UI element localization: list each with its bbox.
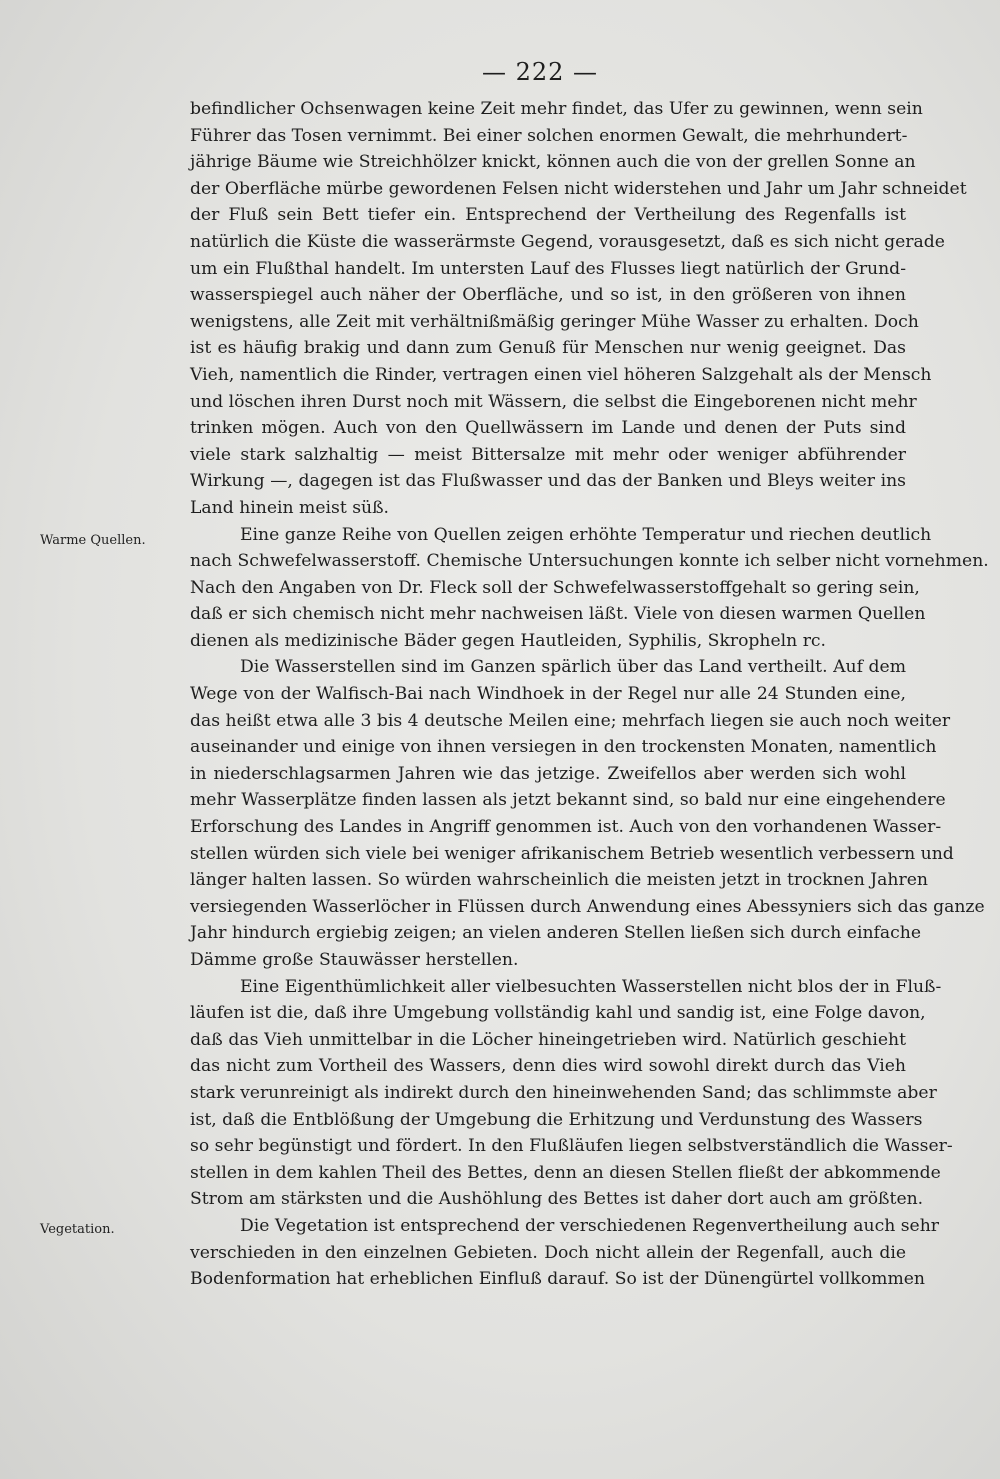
text-line: das nicht zum Vortheil des Wassers, denn dies wird sowohl direkt durch das Vieh <box>190 1056 906 1077</box>
text-line: versiegenden Wasserlöcher in Flüssen durch Anwendung eines Abessyniers sich das ganze <box>190 896 985 917</box>
text-line: Nach den Angaben von Dr. Fleck soll der Schwefelwasserstoffgehalt so gering sein, <box>190 577 920 598</box>
text-line: wenigstens, alle Zeit mit verhältnißmäßig geringer Mühe Wasser zu erhalten. Doch <box>190 311 919 332</box>
text-line: dienen als medizinische Bäder gegen Hautleiden, Syphilis, Skropheln rc. <box>190 630 826 651</box>
text-line: so sehr begünstigt und fördert. In den Flußläufen liegen selbstverständlich die Wasser- <box>190 1136 953 1157</box>
text-line: daß er sich chemisch nicht mehr nachweisen läßt. Viele von diesen warmen Quellen <box>190 604 926 625</box>
text-line: Bodenformation hat erheblichen Einfluß darauf. So ist der Dünengürtel vollkommen <box>190 1269 926 1290</box>
text-line: der Fluß sein Bett tiefer ein. Entsprechend der Vertheilung des Regenfalls ist <box>190 205 906 226</box>
text-line: Eine Eigenthümlichkeit aller vielbesuchten Wasserstellen nicht blos der in Fluß- <box>240 976 942 997</box>
text-line: befindlicher Ochsenwagen keine Zeit mehr findet, das Ufer zu gewinnen, wenn sein <box>190 99 923 119</box>
text-line: stellen in dem kahlen Theil des Bettes, denn an diesen Stellen fließt der abkommende <box>190 1162 941 1183</box>
text-line: wasserspiegel auch näher der Oberfläche, und so ist, in den größeren von ihnen <box>190 285 906 306</box>
text-line: Dämme große Stauwässer herstellen. <box>190 950 519 970</box>
text-line: ist, daß die Entblößung der Umgebung die Erhitzung und Verdunstung des Wassers <box>190 1109 923 1130</box>
text-line: trinken mögen. Auch von den Quellwässern im Lande und denen der Puts sind <box>190 418 906 439</box>
marginal-note-warme-quellen: Warme Quellen. <box>40 533 146 548</box>
text-line: der Oberfläche mürbe gewordenen Felsen nicht widerstehen und Jahr um Jahr schneidet <box>190 178 967 199</box>
text-line: läufen ist die, daß ihre Umgebung vollständig kahl und sandig ist, eine Folge davon, <box>190 1003 926 1024</box>
marginal-note-vegetation: Vegetation. <box>40 1222 115 1237</box>
text-line: in niederschlagsarmen Jahren wie das jetzige. Zweifellos aber werden sich wohl <box>190 763 906 784</box>
text-line: Führer das Tosen vernimmt. Bei einer solchen enormen Gewalt, die mehrhundert- <box>190 125 908 146</box>
text-line: Erforschung des Landes in Angriff genommen ist. Auch von den vorhandenen Wasser- <box>190 817 942 838</box>
text-line: mehr Wasserplätze finden lassen als jetzt bekannt sind, so bald nur eine eingehendere <box>190 790 946 811</box>
text-line: nach Schwefelwasserstoff. Chemische Untersuchungen konnte ich selber nicht vornehmen. <box>190 551 989 572</box>
body-text <box>190 96 989 1293</box>
text-line: Land hinein meist süß. <box>190 497 390 518</box>
text-line: natürlich die Küste die wasserärmste Gegend, vorausgesetzt, daß es sich nicht gerade <box>190 231 945 252</box>
text-line: jährige Bäume wie Streichhölzer knickt, können auch die von der grellen Sonne an <box>190 152 916 173</box>
text-line: Eine ganze Reihe von Quellen zeigen erhöhte Temperatur und riechen deutlich <box>240 524 932 545</box>
text-line: stellen würden sich viele bei weniger afrikanischem Betrieb wesentlich verbessern und <box>190 843 954 864</box>
text-line: Jahr hindurch ergiebig zeigen; an vielen anderen Stellen ließen sich durch einfache <box>190 923 922 944</box>
text-line: auseinander und einige von ihnen versiegen in den trockensten Monaten, namentlich <box>190 737 937 758</box>
text-line: viele stark salzhaltig — meist Bittersalze mit mehr oder weniger abführender <box>190 444 906 465</box>
text-line: und löschen ihren Durst noch mit Wässern, die selbst die Eingeborenen nicht mehr <box>190 391 917 412</box>
text-line: Strom am stärksten und die Aushöhlung des Bettes ist daher dort auch am größten. <box>190 1189 924 1210</box>
text-line: stark verunreinigt als indirekt durch den hineinwehenden Sand; das schlimmste aber <box>190 1082 937 1103</box>
text-line: ist es häufig brakig und dann zum Genuß für Menschen nur wenig geeignet. Das <box>190 338 906 359</box>
text-line: Wege von der Walfisch-Bai nach Windhoek in der Regel nur alle 24 Stunden eine, <box>190 684 906 705</box>
text-line: Wirkung —, dagegen ist das Flußwasser und das der Banken und Bleys weiter ins <box>190 471 906 492</box>
text-line: Vieh, namentlich die Rinder, vertragen einen viel höheren Salzgehalt als der Mensch <box>190 364 932 385</box>
text-line: um ein Flußthal handelt. Im untersten Lauf des Flusses liegt natürlich der Grund- <box>190 258 906 279</box>
text-line: Die Vegetation ist entsprechend der verschiedenen Regenvertheilung auch sehr <box>240 1215 940 1236</box>
text-line: länger halten lassen. So würden wahrscheinlich die meisten jetzt in trocknen Jahren <box>190 870 928 891</box>
page-number: — 222 — <box>481 58 599 86</box>
text-line: daß das Vieh unmittelbar in die Löcher hineingetrieben wird. Natürlich geschieht <box>190 1029 906 1050</box>
text-line: verschieden in den einzelnen Gebieten. Doch nicht allein der Regenfall, auch die <box>190 1242 906 1263</box>
text-line: Die Wasserstellen sind im Ganzen spärlich über das Land vertheilt. Auf dem <box>240 657 906 678</box>
text-line: das heißt etwa alle 3 bis 4 deutsche Meilen eine; mehrfach liegen sie auch noch weiter <box>190 710 951 731</box>
